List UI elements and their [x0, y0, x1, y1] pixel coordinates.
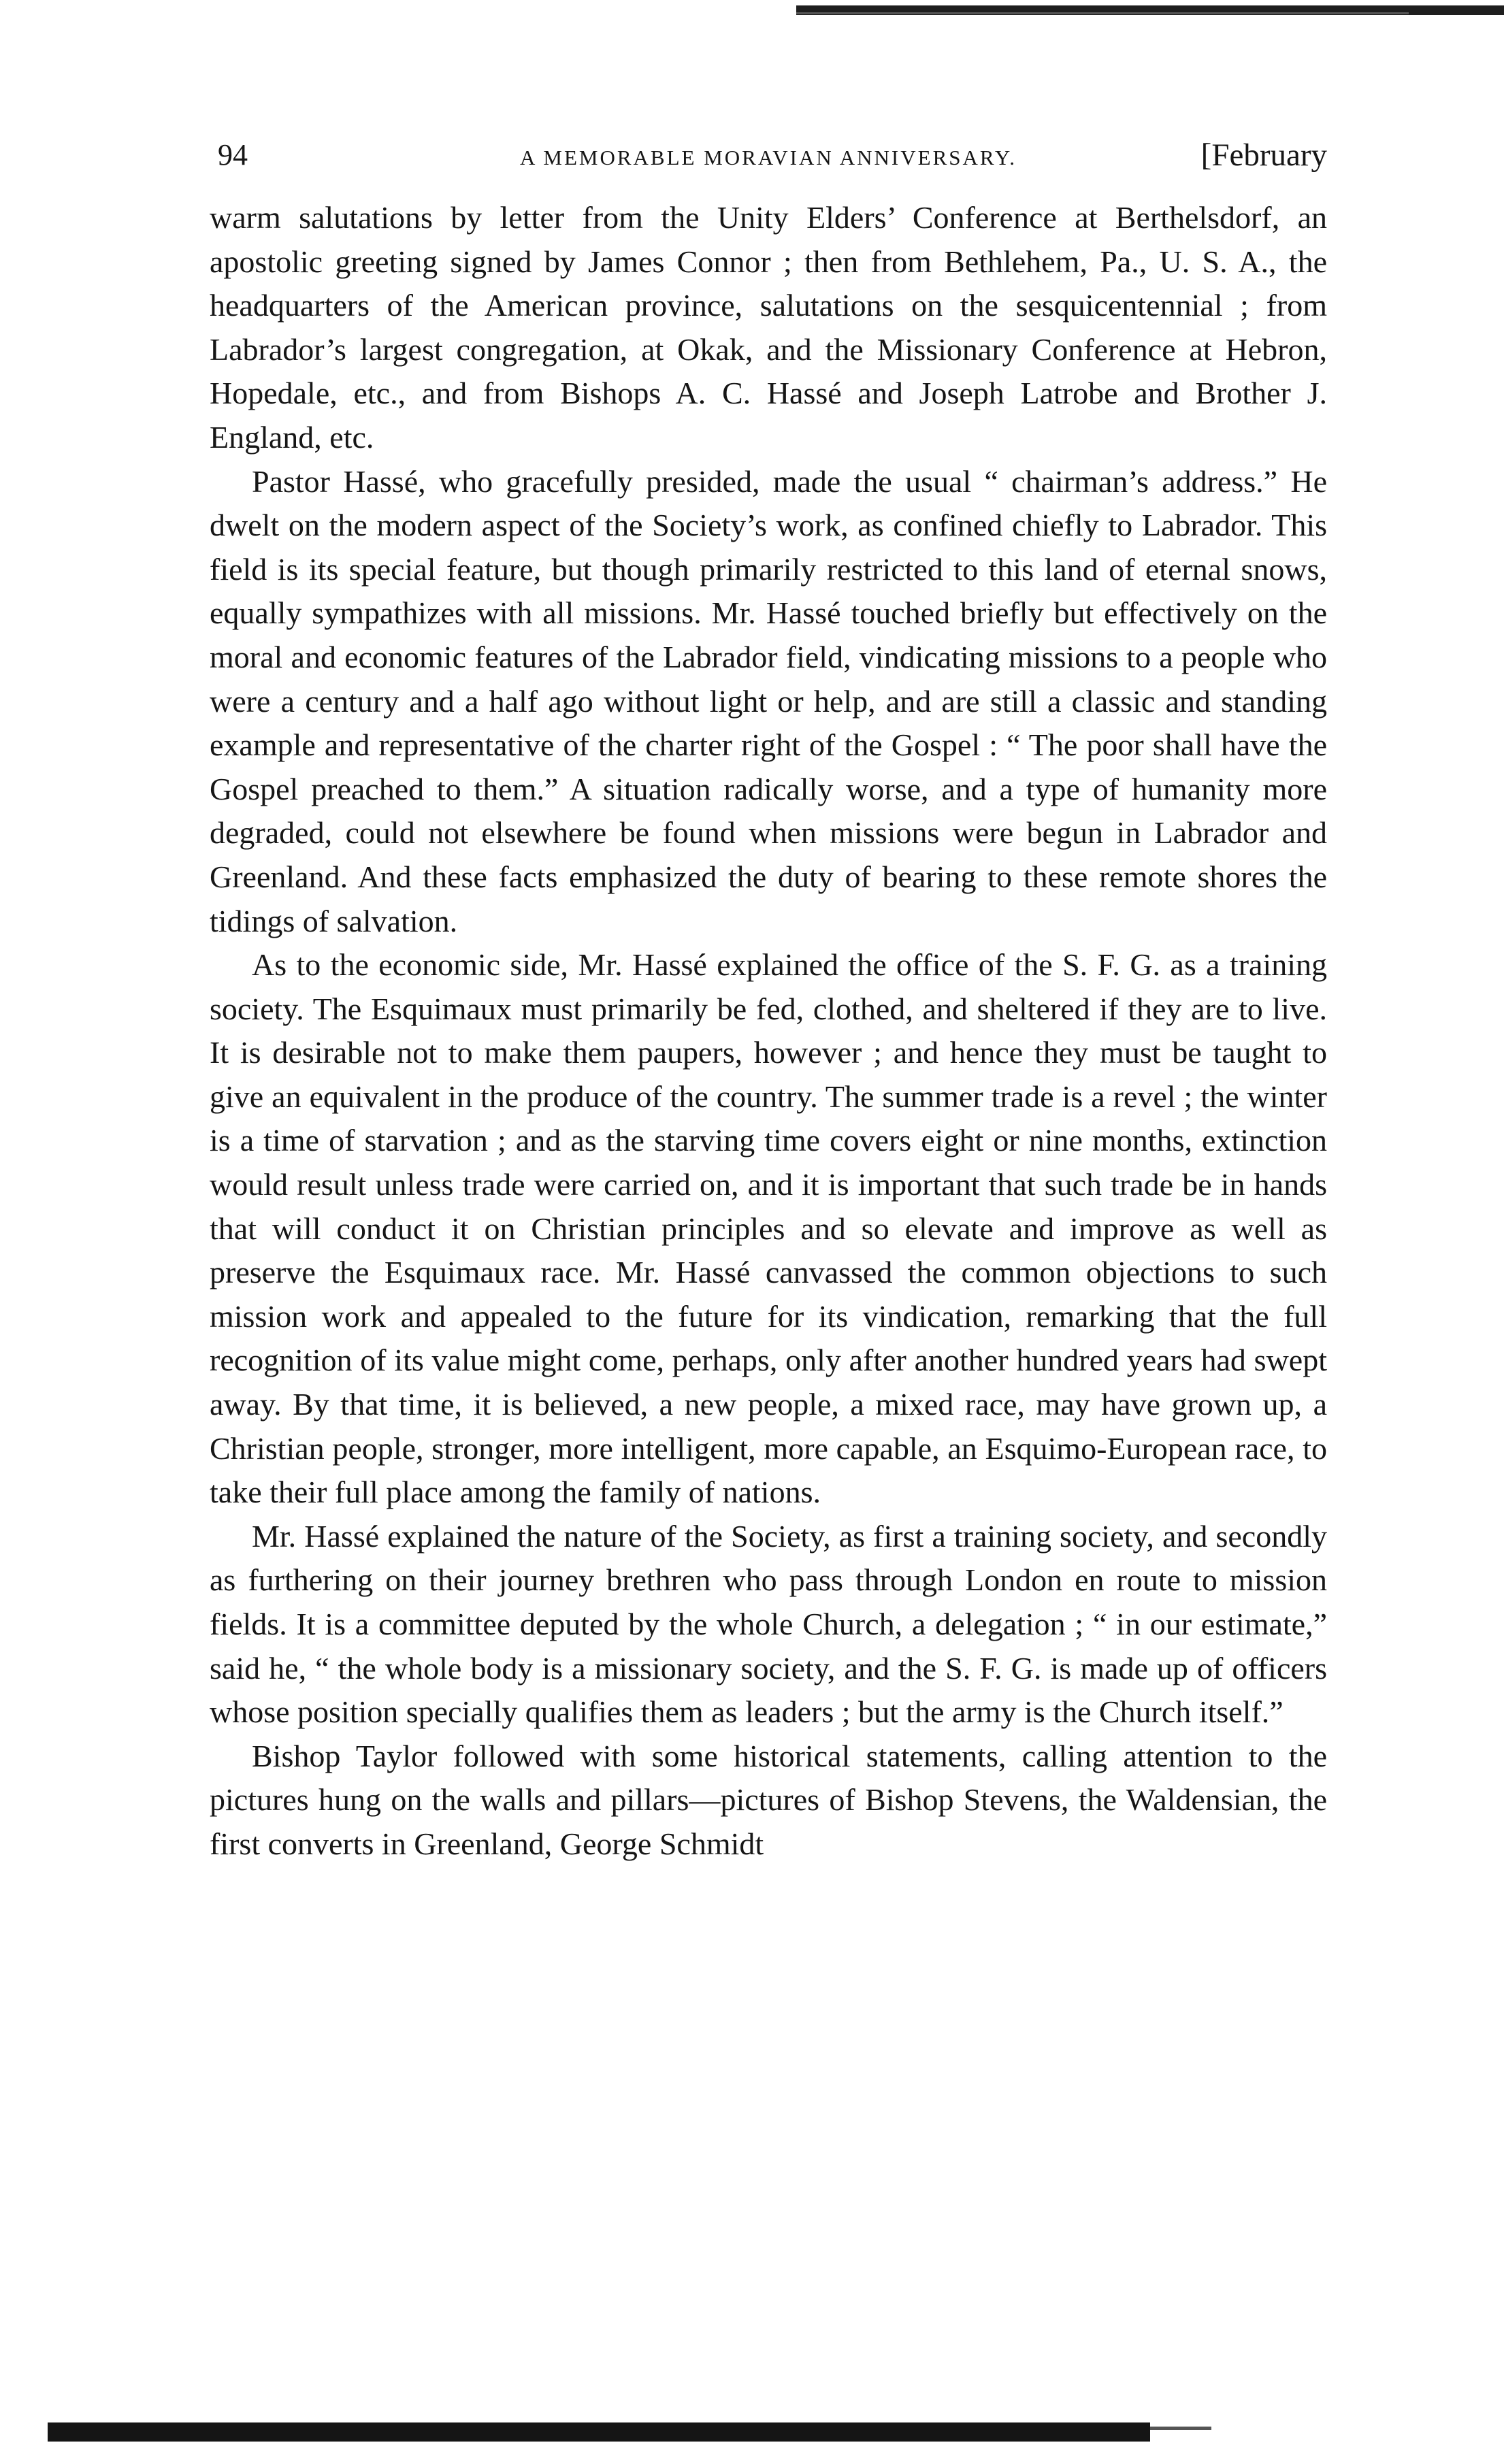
page-number: 94 [218, 138, 248, 171]
running-title: A MEMORABLE MORAVIAN ANNIVERSARY. [519, 146, 1017, 169]
top-edge-rule-thin [796, 12, 1409, 14]
paragraph-bishop-taylor: Bishop Taylor followed with some historical statements, calling attention to the pictures hung on the walls and pillars—pictures of Bishop Stevens, the Waldensian, the first converts in Greenland, George Schmidt [210, 1738, 1327, 1861]
body-text [210, 196, 1327, 1867]
bottom-edge-rule-tail [1150, 2427, 1211, 2430]
paragraph-economic-side: As to the economic side, Mr. Hassé explained the office of the S. F. G. as a training society. The Esquimaux must primarily be fed, clothed, and sheltered if they are to live. It is desirable not to make them paupers, however ; and hence they must be taught to give an equivalent in the produce of the country. The summer trade is a revel ; the winter is a time of starvation ; and as the starving time covers eight or nine months, extinction would result unless trade were carried on, and it is important that such trade be in hands that will conduct it on Christian principles and so elevate and improve as well as preserve the Esquimaux race. Mr. Hassé canvassed the common objections to such mission work and appealed to the future for its vindication, remarking that the full recognition of its value might come, perhaps, only after another hundred years had swept away. By that time, it is believed, a new people, a mixed race, may have grown up, a Christian people, stronger, more intelligent, more capable, an Esquimo-European race, to take their full place among the family of nations. [210, 947, 1327, 1510]
bottom-edge-rule [48, 2422, 1150, 2442]
running-head [210, 133, 1327, 177]
running-month: [February [1200, 137, 1327, 173]
paragraph-salutations: warm salutations by letter from the Unity Elders’ Conference at Berthelsdorf, an apostolic greeting signed by James Connor ; then from Bethlehem, Pa., U. S. A., the headquarters of the American province, salutations on the sesquicentennial ; from Labrador’s largest congregation, at Okak, and the Missionary Conference at Hebron, Hopedale, etc., and from Bishops A. C. Hassé and Joseph Latrobe and Brother J. England, etc. [210, 200, 1327, 455]
paragraph-chairman-address: Pastor Hassé, who gracefully presided, made the usual “ chairman’s address.” He dwelt on the modern aspect of the Society’s work, as confined chiefly to Labrador. This field is its special feature, but though primarily restricted to this land of eternal snows, equally sympathizes with all missions. Mr. Hassé touched briefly but effectively on the moral and economic features of the Labrador field, vindicating missions to a people who were a century and a half ago without light or help, and are still a classic and standing example and representative of the charter right of the Gospel : “ The poor shall have the Gospel preached to them.” A situation radically worse, and a type of humanity more degraded, could not elsewhere be found when missions were begun in Labrador and Greenland. And these facts emphasized the duty of bearing to these remote shores the tidings of salvation. [210, 463, 1327, 938]
book-page [210, 133, 1327, 1867]
paragraph-society-nature: Mr. Hassé explained the nature of the Society, as first a training society, and secondly as furthering on their journey brethren who pass through London en route to mission fields. It is a committee deputed by the whole Church, a delegation ; “ in our estimate,” said he, “ the whole body is a missionary society, and the S. F. G. is made up of officers whose position specially qualifies them as leaders ; but the army is the Church itself.” [210, 1518, 1327, 1730]
